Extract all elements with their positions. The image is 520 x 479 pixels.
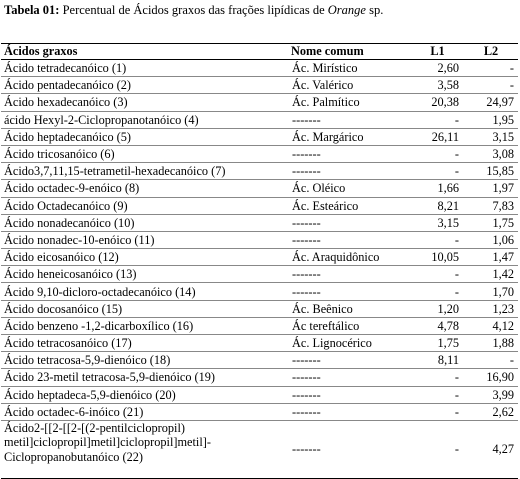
l2-value-cell: 2,62 [464,403,518,420]
acid-name-cell: Ácido nonadecanóico (10) [1,214,288,231]
common-name-cell: Ác. Mirístico [288,60,411,77]
header-nome-comum: Nome comum [288,44,411,60]
table-row [1,300,518,317]
caption-tail: sp. [365,3,384,17]
l2-value-cell: 1,70 [464,283,518,300]
table-row [1,128,518,145]
l1-value-cell: - [411,283,464,300]
table-row [1,283,518,300]
acid-name-cell: Ácido heptadeca-5,9-dienóico (20) [1,386,288,403]
table-row [1,369,518,386]
common-name-cell: ------- [288,420,411,478]
caption-label: Tabela 01: [4,3,60,17]
acid-name-cell: Ácido tetracosanóico (17) [1,335,288,352]
l2-value-cell: - [464,352,518,369]
table-row [1,386,518,403]
common-name-cell: ------- [288,352,411,369]
common-name-cell: Ác. Lignocérico [288,335,411,352]
l1-value-cell: 3,15 [411,214,464,231]
acid-name-cell: Ácido tetracosa-5,9-dienóico (18) [1,352,288,369]
table-row [1,94,518,111]
table-row [1,145,518,162]
l1-value-cell: - [411,266,464,283]
common-name-cell: ------- [288,231,411,248]
acid-name-cell: Ácido3,7,11,15-tetrametil-hexadecanóico (7) [1,163,288,180]
common-name-cell: ------- [288,214,411,231]
header-l2: L2 [464,44,518,60]
table-row [1,111,518,128]
acid-name-cell: Ácido2-[[2-[[2-[(2-pentilciclopropil) metil]ciclopropil]metil]ciclopropil]metil]-Ciclopropanobutanóico (22) [1,420,288,478]
l1-value-cell: 1,66 [411,180,464,197]
l1-value-cell: - [411,369,464,386]
acid-name-cell: ácido Hexyl-2-Ciclopropanotanóico (4) [1,111,288,128]
l2-value-cell: 1,75 [464,214,518,231]
l2-value-cell: 1,88 [464,335,518,352]
l1-value-cell: - [411,111,464,128]
caption-text: Percentual de Ácidos graxos das frações lipídicas de [59,3,328,17]
common-name-cell: ------- [288,386,411,403]
table-row [1,249,518,266]
l2-value-cell: 1,97 [464,180,518,197]
common-name-cell: Ác. Beênico [288,300,411,317]
l1-value-cell: - [411,386,464,403]
common-name-cell: ------- [288,111,411,128]
common-name-cell: Ác. Palmítico [288,94,411,111]
common-name-cell: ------- [288,163,411,180]
acid-name-cell: Ácido tricosanóico (6) [1,145,288,162]
acid-name-cell: Ácido pentadecanóico (2) [1,77,288,94]
l1-value-cell: 1,20 [411,300,464,317]
l2-value-cell: - [464,77,518,94]
l1-value-cell: - [411,231,464,248]
l2-value-cell: 7,83 [464,197,518,214]
l1-value-cell: 8,21 [411,197,464,214]
l2-value-cell: 4,27 [464,420,518,478]
table-row [1,317,518,334]
acid-name-cell: Ácido hexadecanóico (3) [1,94,288,111]
header-l1: L1 [411,44,464,60]
acid-name-cell: Ácido octadec-9-enóico (8) [1,180,288,197]
l2-value-cell: 1,23 [464,300,518,317]
l2-value-cell: 1,06 [464,231,518,248]
l1-value-cell: 10,05 [411,249,464,266]
table-row [1,266,518,283]
table-caption [4,2,383,18]
table-row [1,60,518,77]
l1-value-cell: 4,78 [411,317,464,334]
l1-value-cell: 3,58 [411,77,464,94]
l2-value-cell: 16,90 [464,369,518,386]
common-name-cell: ------- [288,145,411,162]
l2-value-cell: 1,95 [464,111,518,128]
table-row [1,214,518,231]
common-name-cell: Ác tereftálico [288,317,411,334]
acid-name-cell: Ácido octadec-6-inóico (21) [1,403,288,420]
l2-value-cell: 3,15 [464,128,518,145]
table-row [1,335,518,352]
acid-name-cell: Ácido benzeno -1,2-dicarboxílico (16) [1,317,288,334]
l2-value-cell: 1,42 [464,266,518,283]
caption-species: Orange [327,3,366,17]
table-row [1,197,518,214]
l1-value-cell: 2,60 [411,60,464,77]
acid-name-cell: Ácido Octadecanóico (9) [1,197,288,214]
acid-name-cell: Ácido heptadecanóico (5) [1,128,288,145]
common-name-cell: Ác. Oléico [288,180,411,197]
l1-value-cell: 1,75 [411,335,464,352]
acid-name-cell: Ácido 9,10-dicloro-octadecanóico (14) [1,283,288,300]
l1-value-cell: - [411,420,464,478]
common-name-cell: Ác. Esteárico [288,197,411,214]
acid-name-cell: Ácido eicosanóico (12) [1,249,288,266]
l2-value-cell: 15,85 [464,163,518,180]
l2-value-cell: 24,97 [464,94,518,111]
table-header-row [1,44,518,60]
l1-value-cell: 8,11 [411,352,464,369]
common-name-cell: Ác. Valérico [288,77,411,94]
table-row [1,163,518,180]
table-row [1,420,518,478]
table-body [1,60,518,479]
acid-name-cell: Ácido tetradecanóico (1) [1,60,288,77]
l1-value-cell: 26,11 [411,128,464,145]
common-name-cell: Ác. Margárico [288,128,411,145]
common-name-cell: ------- [288,266,411,283]
table-row [1,180,518,197]
l2-value-cell: 1,47 [464,249,518,266]
l1-value-cell: - [411,403,464,420]
header-acidos-graxos: Ácidos graxos [1,44,288,60]
acid-name-cell: Ácido heneicosanóico (13) [1,266,288,283]
common-name-cell: Ác. Araquidônico [288,249,411,266]
table-row [1,231,518,248]
fatty-acids-table [1,43,518,479]
acid-name-cell: Ácido 23-metil tetracosa-5,9-dienóico (19) [1,369,288,386]
table-row [1,77,518,94]
l2-value-cell: 3,99 [464,386,518,403]
l2-value-cell: 3,08 [464,145,518,162]
table-row [1,352,518,369]
l1-value-cell: 20,38 [411,94,464,111]
common-name-cell: ------- [288,403,411,420]
l2-value-cell: - [464,60,518,77]
acid-name-cell: Ácido docosanóico (15) [1,300,288,317]
table-row [1,403,518,420]
l1-value-cell: - [411,145,464,162]
l1-value-cell: - [411,163,464,180]
common-name-cell: ------- [288,369,411,386]
common-name-cell: ------- [288,283,411,300]
l2-value-cell: 4,12 [464,317,518,334]
acid-name-cell: Ácido nonadec-10-enóico (11) [1,231,288,248]
